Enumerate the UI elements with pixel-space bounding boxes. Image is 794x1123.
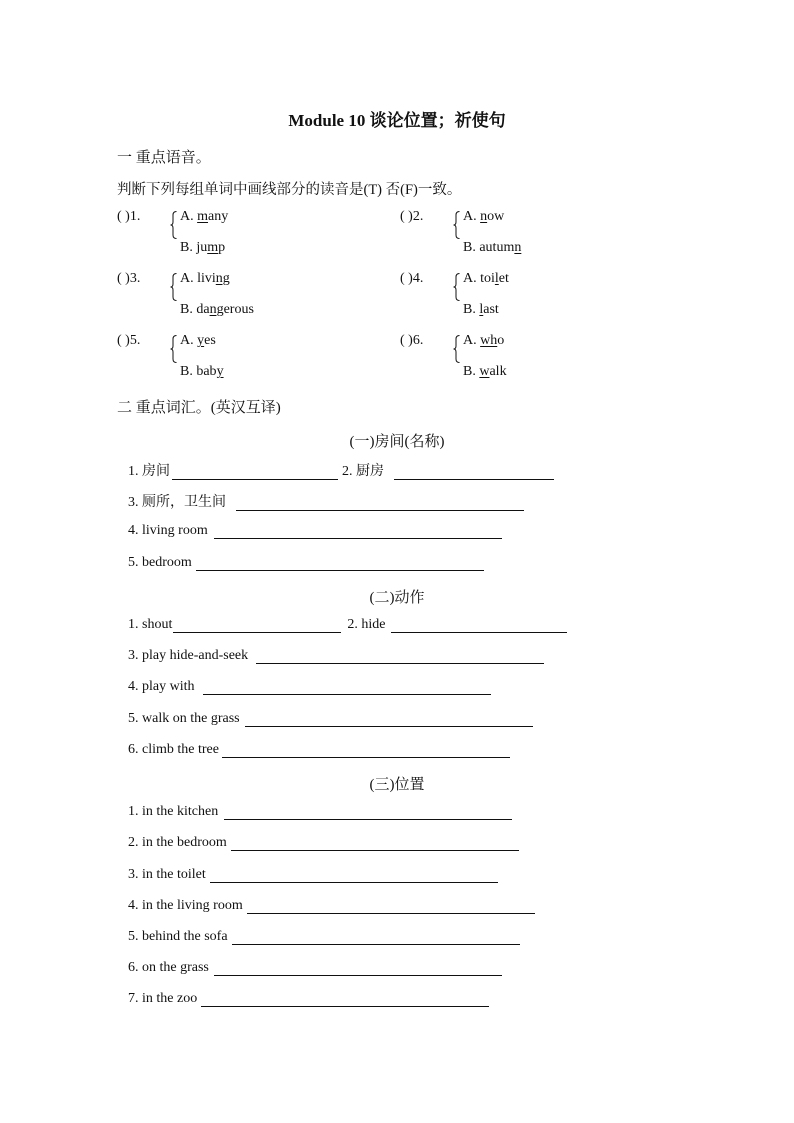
underlined-letters: ng [209,302,224,317]
underlined-letters: ng [215,271,230,286]
vocab-prompt: 4. in the living room [128,898,243,913]
option-text: es [204,333,216,348]
option-text: A. [180,209,198,224]
group-title-positions: (三)位置 [369,777,425,793]
vocab-prompt: 7. in the zoo [128,991,198,1006]
vocab-prompt: 6. on the grass [128,960,209,975]
vocab-prompt: 2. hide [347,617,386,632]
vocab-prompt: 4. play with [128,679,195,694]
answer-blank[interactable] [247,899,535,914]
question-number: ( )5. [117,333,141,348]
vocab-prompt: 4. living room [128,523,208,538]
answer-blank[interactable] [172,465,338,480]
option-text: A. [463,333,481,348]
option-text: A. [180,333,198,348]
underlined-letters: w [479,364,490,379]
underlined-letters: y [197,333,205,348]
vocab-prompt: 2. 厨房 [342,464,384,479]
brace-icon [170,273,177,301]
section-1-heading: 一 重点语音。 [117,150,211,166]
section-1-instruction: 判断下列每组单词中画线部分的读音是(T) 否(F)一致。 [117,182,462,198]
answer-blank[interactable] [201,992,489,1007]
option-text: ow [487,209,505,224]
option-a [463,333,504,349]
vocab-line [128,648,544,664]
option-text: alk [489,364,507,379]
vocab-line [128,523,502,539]
underlined-letters: l [494,271,499,286]
section-2-heading: 二 重点词汇。(英汉互译) [117,400,281,416]
option-a [180,333,216,349]
underlined-letters: l [479,302,484,317]
group-title-rooms: (一)房间(名称) [349,434,445,450]
answer-blank[interactable] [245,712,533,727]
option-text: erous [223,302,254,317]
answer-blank[interactable] [236,496,524,511]
vocab-line [128,617,567,633]
vocab-line [128,679,491,695]
answer-blank[interactable] [256,649,544,664]
option-text: ast [483,302,499,317]
vocab-prompt: 1. shout [128,617,173,632]
option-text: B. [463,364,480,379]
brace-icon [453,211,460,239]
answer-blank[interactable] [210,868,498,883]
answer-blank[interactable] [214,961,502,976]
underlined-letters: m [207,240,219,255]
option-text: B. autum [463,240,515,255]
vocab-line [128,491,524,511]
vocab-line [128,898,535,914]
option-text: B. [463,302,480,317]
answer-blank[interactable] [196,556,484,571]
vocab-line [128,960,502,976]
answer-blank[interactable] [224,805,512,820]
option-text: et [498,271,509,286]
vocab-prompt: 3. in the toilet [128,867,206,882]
vocab-line [128,804,512,820]
option-text: A. livi [180,271,216,286]
underlined-letters: m [197,209,209,224]
underlined-letters: wh [480,333,498,348]
option-a [463,209,504,225]
vocab-line [128,929,520,945]
vocab-line [128,711,533,727]
vocab-line [128,867,498,883]
vocab-prompt: 5. walk on the grass [128,711,240,726]
option-text: any [208,209,229,224]
option-b [463,302,499,318]
group-title-actions: (二)动作 [369,590,425,606]
answer-blank[interactable] [222,743,510,758]
option-text: B. da [180,302,210,317]
vocab-prompt: 1. 房间 [128,464,170,479]
option-b [463,240,521,256]
question-number: ( )3. [117,271,141,286]
option-text: o [497,333,505,348]
question-number: ( )2. [400,209,424,224]
question-number: ( )6. [400,333,424,348]
answer-blank[interactable] [203,680,491,695]
brace-icon [453,273,460,301]
option-b [180,302,254,318]
vocab-line [128,991,489,1007]
vocab-prompt: 5. behind the sofa [128,929,228,944]
vocab-prompt: 3. play hide-and-seek [128,648,249,663]
option-text: A. [463,209,481,224]
answer-blank[interactable] [231,836,519,851]
option-text: B. bab [180,364,217,379]
option-b [463,364,507,380]
vocab-prompt: 1. in the kitchen [128,804,219,819]
option-text: A. toi [463,271,495,286]
answer-blank[interactable] [214,524,502,539]
brace-icon [170,211,177,239]
brace-icon [453,335,460,363]
vocab-prompt: 2. in the bedroom [128,835,227,850]
vocab-line [128,742,510,758]
vocab-prompt: 5. bedroom [128,555,192,570]
option-text: p [218,240,226,255]
underlined-letters: n [480,209,488,224]
brace-icon [170,335,177,363]
question-number: ( )4. [400,271,424,286]
answer-blank[interactable] [173,618,341,633]
vocab-line [128,555,484,571]
vocab-prompt: 3. 厕所，卫生间 [128,495,226,510]
answer-blank[interactable] [232,930,520,945]
vocab-line [128,835,519,851]
option-a [180,209,228,225]
question-number: ( )1. [117,209,141,224]
underlined-letters: n [514,240,522,255]
option-text: B. ju [180,240,208,255]
option-a [463,271,509,287]
option-a [180,271,230,287]
answer-blank[interactable] [394,465,554,480]
answer-blank[interactable] [391,618,567,633]
vocab-line [128,460,554,480]
option-b [180,240,225,256]
vocab-prompt: 6. climb the tree [128,742,219,757]
page-title: Module 10 谈论位置；祈使句 [288,111,506,130]
underlined-letters: y [216,364,224,379]
option-b [180,364,224,380]
